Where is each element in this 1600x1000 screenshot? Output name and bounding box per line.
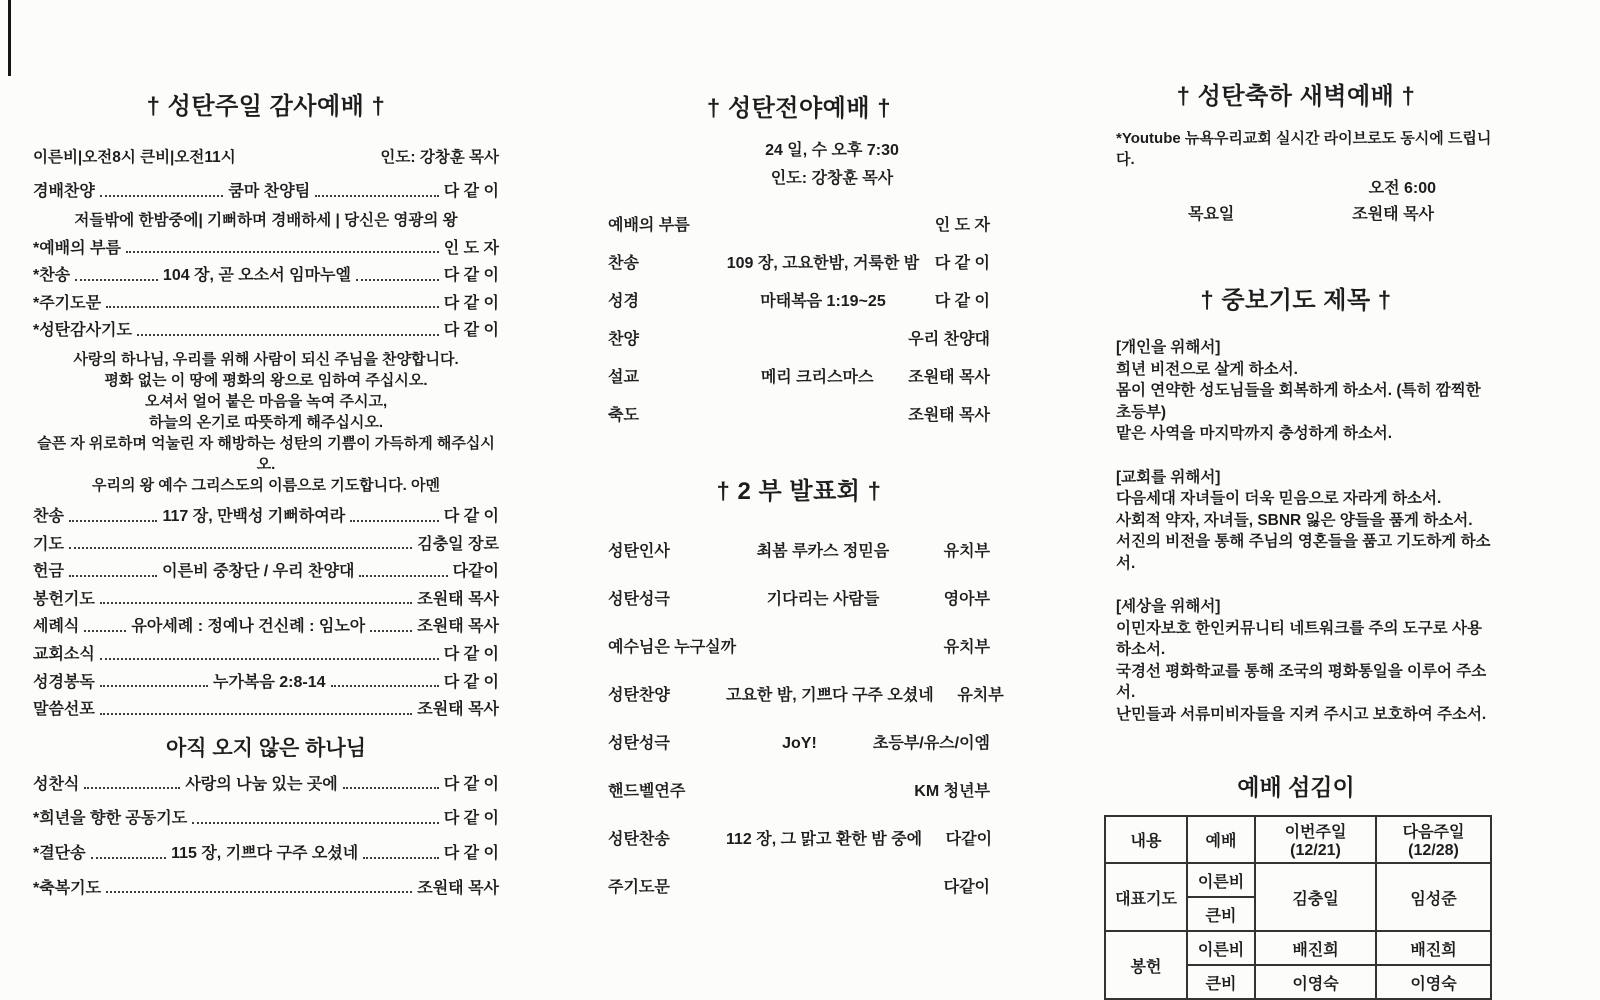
sermon-title: 아직 오지 않은 하나님 bbox=[165, 736, 367, 760]
dotted-leader bbox=[100, 658, 439, 660]
program-row bbox=[608, 874, 990, 897]
program-row bbox=[608, 212, 990, 235]
program-performer: 초등부/유스/이엠 bbox=[872, 735, 990, 752]
prayer-line: 서진의 비전을 통해 주님의 영혼들을 품고 기도하게 하소서. bbox=[1116, 533, 1491, 572]
program-label: 성탄인사 bbox=[608, 543, 670, 560]
dotted-leader bbox=[75, 279, 158, 281]
dotted-leader bbox=[69, 547, 412, 549]
program-row bbox=[33, 845, 499, 863]
prayer-line: 국경선 평화학교를 통해 조국의 평화통일을 이루어 주소서. bbox=[1116, 662, 1487, 701]
dotted-leader bbox=[100, 685, 208, 687]
dotted-leader bbox=[315, 195, 439, 197]
program-row bbox=[33, 183, 499, 201]
program-detail: 유아세례 : 정예나 건신례 : 임노아 bbox=[131, 618, 366, 636]
program-row bbox=[608, 402, 990, 425]
program-performer: 다 같 이 bbox=[443, 645, 499, 663]
program-label: 성탄성극 bbox=[608, 735, 670, 752]
program-label: 예배의 부름 bbox=[608, 217, 690, 234]
prayer-line: 우리의 왕 예수 그리스도의 이름으로 기도합니다. 아멘 bbox=[92, 476, 440, 494]
dotted-leader bbox=[100, 602, 412, 604]
program-label: 경배찬양 bbox=[33, 183, 95, 200]
prayer-line: 평화 없는 이 땅에 평화의 왕으로 임하여 주십시오. bbox=[104, 371, 428, 389]
program-performer: 다 같 이 bbox=[443, 322, 499, 340]
program-row bbox=[608, 826, 993, 849]
program-row bbox=[608, 730, 990, 753]
program-row bbox=[608, 538, 990, 561]
header-this-week: 이번주일(12/21) bbox=[1255, 816, 1376, 863]
program-label: *희년을 향한 공동기도 bbox=[33, 810, 188, 828]
program-detail: 117 장, 만백성 기뻐하여라 bbox=[162, 507, 346, 525]
header-next-week: 다음주일(12/28) bbox=[1376, 816, 1491, 863]
dotted-leader bbox=[192, 822, 439, 824]
prayer-line: 오셔서 얼어 붙은 마음을 녹여 주시고, bbox=[144, 392, 388, 410]
prayer-group-heading: [개인을 위해서] bbox=[1116, 339, 1221, 356]
dotted-leader bbox=[356, 279, 439, 281]
program-label: 성탄성극 bbox=[608, 591, 670, 608]
prayer-line: 다음세대 자녀들이 더욱 믿음으로 자라게 하소서. bbox=[1116, 490, 1442, 507]
program-row bbox=[33, 536, 499, 554]
program-label: *결단송 bbox=[33, 844, 86, 862]
dotted-leader bbox=[106, 306, 439, 308]
program-detail: 최봄 루카스 정믿음 bbox=[756, 543, 890, 560]
program-performer: 다 같 이 bbox=[934, 293, 990, 310]
prayer-group-world bbox=[1116, 596, 1492, 725]
program-performer: 유치부 bbox=[943, 639, 990, 656]
service-title: † 성탄주일 감사예배 † bbox=[146, 93, 386, 120]
program-row bbox=[33, 563, 499, 581]
program-performer: 영아부 bbox=[943, 591, 990, 608]
program-label: *성탄감사기도 bbox=[33, 322, 132, 340]
header-content: 내용 bbox=[1105, 816, 1187, 863]
program-performer: 유치부 bbox=[943, 543, 990, 560]
service-day: 목요일 bbox=[1188, 206, 1235, 223]
prayer-line: 하늘의 온기로 따뜻하게 해주십시오. bbox=[148, 413, 384, 431]
program-row bbox=[608, 364, 990, 387]
hymn-note: 저들밖에 한밤중에| 기뻐하며 경배하세 | 당신은 영광의 왕 bbox=[74, 211, 458, 229]
program-label: 말씀선포 bbox=[33, 701, 95, 719]
program-performer: 인 도 자 bbox=[934, 217, 990, 234]
program-label: 헌금 bbox=[33, 563, 64, 581]
scan-artifact-line bbox=[8, 0, 11, 76]
program-performer: 다같이 bbox=[943, 879, 990, 896]
cell-service: 이른비 bbox=[1187, 863, 1255, 897]
program-label: 성찬식 bbox=[33, 775, 80, 793]
program-label: 성탄찬양 bbox=[608, 687, 670, 704]
program-performer: 조원태 목사 bbox=[417, 879, 499, 897]
dotted-leader bbox=[137, 334, 439, 336]
program-detail: 사랑의 나눔 있는 곳에 bbox=[185, 775, 338, 793]
program-performer: 조원태 목사 bbox=[417, 590, 499, 608]
program-detail: 115 장, 기쁘다 구주 오셨네 bbox=[171, 844, 359, 862]
program-row bbox=[33, 674, 499, 692]
program-row bbox=[33, 295, 499, 313]
service-time: 오전 6:00 bbox=[1368, 180, 1436, 197]
program-detail: 고요한 밤, 기쁘다 구주 오셨네 bbox=[726, 687, 934, 704]
prayer-group-church bbox=[1116, 467, 1492, 575]
program-detail: 112 장, 그 맑고 환한 밤 중에 bbox=[726, 831, 923, 848]
program-performer: 조원태 목사 bbox=[417, 701, 499, 719]
dotted-leader bbox=[91, 857, 166, 859]
program-performer: 우리 찬양대 bbox=[908, 331, 990, 348]
cell-this-week: 이영숙 bbox=[1255, 965, 1376, 999]
program-row bbox=[33, 322, 499, 340]
service-times: 이른비|오전8시 큰비|오전11시 bbox=[33, 149, 236, 166]
dotted-leader bbox=[100, 713, 412, 715]
service-meta bbox=[33, 145, 499, 167]
program-performer: 김충일 장로 bbox=[417, 535, 499, 553]
program-label: 찬송 bbox=[33, 507, 64, 525]
program-row bbox=[608, 778, 990, 801]
program-label: 예수님은 누구실까 bbox=[608, 639, 737, 656]
service-title: † 성탄전야예배 † bbox=[706, 95, 892, 122]
program-row bbox=[33, 618, 499, 636]
prayer-group-heading: [세상을 위해서] bbox=[1116, 598, 1221, 615]
program-performer: 다 같 이 bbox=[443, 810, 499, 828]
program-row bbox=[33, 240, 499, 258]
serving-table bbox=[1104, 815, 1492, 1000]
program-row bbox=[608, 634, 990, 657]
program-label: 설교 bbox=[608, 369, 639, 386]
section-dawn-service-and-prayer bbox=[1100, 0, 1492, 1000]
program-performer: 인 도 자 bbox=[443, 239, 499, 257]
program-label: *주기도문 bbox=[33, 294, 102, 312]
program-row bbox=[33, 646, 499, 664]
serving-table-title: 예배 섬김이 bbox=[1237, 774, 1355, 800]
program-row bbox=[608, 682, 1004, 705]
dotted-leader bbox=[343, 787, 439, 789]
program-label: 주기도문 bbox=[608, 879, 670, 896]
program-performer: 다 같 이 bbox=[443, 673, 499, 691]
intercessory-prayer-title: † 중보기도 제목 † bbox=[1200, 287, 1392, 314]
dotted-leader bbox=[126, 251, 439, 253]
program-performer: 조원태 목사 bbox=[417, 618, 500, 636]
christmas-thanksgiving-prayer bbox=[33, 349, 499, 496]
program-label: 세례식 bbox=[33, 618, 80, 636]
dotted-leader bbox=[69, 520, 158, 522]
dotted-leader bbox=[363, 857, 438, 859]
youtube-live-note: *Youtube 뉴욕우리교회 실시간 라이브로도 동시에 드립니다. bbox=[1116, 130, 1492, 168]
dotted-leader bbox=[100, 195, 224, 197]
program-row bbox=[33, 776, 499, 794]
program-label: 교회소식 bbox=[33, 645, 95, 663]
cell-service: 큰비 bbox=[1187, 897, 1255, 931]
program-row bbox=[33, 701, 499, 719]
program-row bbox=[33, 591, 499, 609]
dotted-leader bbox=[350, 520, 439, 522]
section-christmas-eve-service bbox=[608, 0, 1004, 897]
program-row bbox=[608, 586, 990, 609]
program-label: 핸드벨연주 bbox=[608, 783, 686, 800]
program-performer: 유치부 bbox=[957, 687, 1004, 704]
prayer-line: 난민들과 서류미비자들을 지켜 주시고 보호하여 주소서. bbox=[1116, 705, 1487, 723]
program-label: 기도 bbox=[33, 535, 64, 553]
program-label: 축도 bbox=[608, 407, 639, 424]
program-detail: 누가복음 2:8-14 bbox=[213, 673, 326, 691]
program-label: 봉헌기도 bbox=[33, 590, 95, 608]
header-service: 예배 bbox=[1187, 816, 1255, 863]
program-performer: 다같이 bbox=[452, 563, 500, 581]
dotted-leader bbox=[84, 787, 180, 789]
cell-next-week: 임성준 bbox=[1376, 863, 1491, 931]
program-row bbox=[608, 326, 990, 349]
program-performer: 조원태 목사 bbox=[908, 369, 990, 386]
program-row bbox=[33, 267, 499, 285]
program-detail: 기다리는 사람들 bbox=[766, 591, 880, 608]
program-performer: 다같이 bbox=[945, 831, 993, 848]
program-detail: 이른비 중창단 / 우리 찬양대 bbox=[162, 563, 355, 581]
cell-duty: 봉헌 bbox=[1105, 931, 1187, 999]
program-performer: 다 같 이 bbox=[443, 775, 499, 793]
service-datetime: 24 일, 수 오후 7:30 bbox=[765, 142, 899, 159]
cell-duty: 대표기도 bbox=[1105, 863, 1187, 931]
prayer-line: 사랑의 하나님, 우리를 위해 사람이 되신 주님을 찬양합니다. bbox=[73, 350, 459, 368]
program-detail: 104 장, 곧 오소서 임마누엘 bbox=[162, 267, 351, 285]
program-performer: 다 같 이 bbox=[934, 255, 990, 272]
dotted-leader bbox=[106, 891, 412, 893]
service-leader: 인도: 강창훈 목사 bbox=[770, 170, 894, 187]
program-detail: JoY! bbox=[782, 735, 817, 752]
program-label: *예배의 부름 bbox=[33, 239, 121, 257]
program-detail: 109 장, 고요한밤, 거룩한 밤 bbox=[726, 255, 920, 272]
cell-service: 이른비 bbox=[1187, 931, 1255, 965]
serving-table-header-row bbox=[1105, 816, 1491, 863]
section-christmas-sunday-service bbox=[33, 0, 499, 897]
program-detail: 마태복음 1:19~25 bbox=[760, 293, 886, 310]
prayer-line: 이민자보호 한인커뮤니티 네트워크를 주의 도구로 사용하소서. bbox=[1116, 619, 1482, 658]
serving-table-row bbox=[1105, 931, 1491, 965]
service-leader: 인도: 강창훈 목사 bbox=[380, 149, 499, 166]
program-performer: 조원태 목사 bbox=[908, 407, 990, 424]
service-leader: 조원태 목사 bbox=[1352, 206, 1434, 223]
cell-this-week: 배진희 bbox=[1255, 931, 1376, 965]
program-label: 성탄찬송 bbox=[608, 831, 670, 848]
program-performer: 다 같 이 bbox=[443, 294, 499, 312]
cell-next-week: 이영숙 bbox=[1376, 965, 1491, 999]
prayer-line: 슬픈 자 위로하며 억눌린 자 해방하는 성탄의 기쁨이 가득하게 해주십시오. bbox=[37, 434, 495, 473]
program-detail: 쿰마 찬양팀 bbox=[228, 183, 311, 200]
program-label: *축복기도 bbox=[33, 879, 102, 897]
prayer-line: 맡은 사역을 마지막까지 충성하게 하소서. bbox=[1116, 425, 1393, 442]
dotted-leader bbox=[359, 575, 447, 577]
program-label: 찬양 bbox=[608, 331, 639, 348]
cell-this-week: 김충일 bbox=[1255, 863, 1376, 931]
cell-next-week: 배진희 bbox=[1376, 931, 1491, 965]
program-label: 성경봉독 bbox=[33, 673, 95, 691]
program-performer: 다 같 이 bbox=[443, 183, 500, 200]
dotted-leader bbox=[84, 630, 126, 632]
prayer-line: 사회적 약자, 자녀들, SBNR 잃은 양들을 품게 하소서. bbox=[1116, 511, 1473, 529]
dotted-leader bbox=[370, 630, 412, 632]
program-detail: 메리 크리스마스 bbox=[760, 369, 874, 386]
program-performer: 다 같 이 bbox=[443, 507, 500, 525]
cell-service: 큰비 bbox=[1187, 965, 1255, 999]
program-performer: 다 같 이 bbox=[443, 267, 499, 285]
program-label: 성경 bbox=[608, 293, 639, 310]
program-performer: KM 청년부 bbox=[914, 783, 990, 800]
program-row bbox=[33, 810, 499, 828]
program-row bbox=[608, 288, 990, 311]
dotted-leader bbox=[331, 685, 439, 687]
program-performer: 다 같 이 bbox=[443, 844, 499, 862]
program-row bbox=[33, 880, 499, 898]
program-row bbox=[608, 250, 990, 273]
dotted-leader bbox=[69, 575, 157, 577]
prayer-line: 희년 비전으로 살게 하소서. bbox=[1116, 360, 1298, 378]
prayer-group-personal bbox=[1116, 337, 1492, 445]
program-label: 찬송 bbox=[608, 255, 639, 272]
serving-table-row bbox=[1105, 863, 1491, 897]
service-title: † 성탄축하 새벽예배 † bbox=[1176, 83, 1416, 110]
program-label: *찬송 bbox=[33, 267, 71, 285]
program-row bbox=[33, 508, 499, 526]
service-day-row bbox=[1188, 201, 1434, 224]
prayer-line: 몸이 연약한 성도님들을 회복하게 하소서. (특히 깜찍한 초등부) bbox=[1116, 382, 1481, 421]
prayer-group-heading: [교회를 위해서] bbox=[1116, 468, 1221, 486]
part2-title: † 2 부 발표회 † bbox=[716, 478, 882, 505]
